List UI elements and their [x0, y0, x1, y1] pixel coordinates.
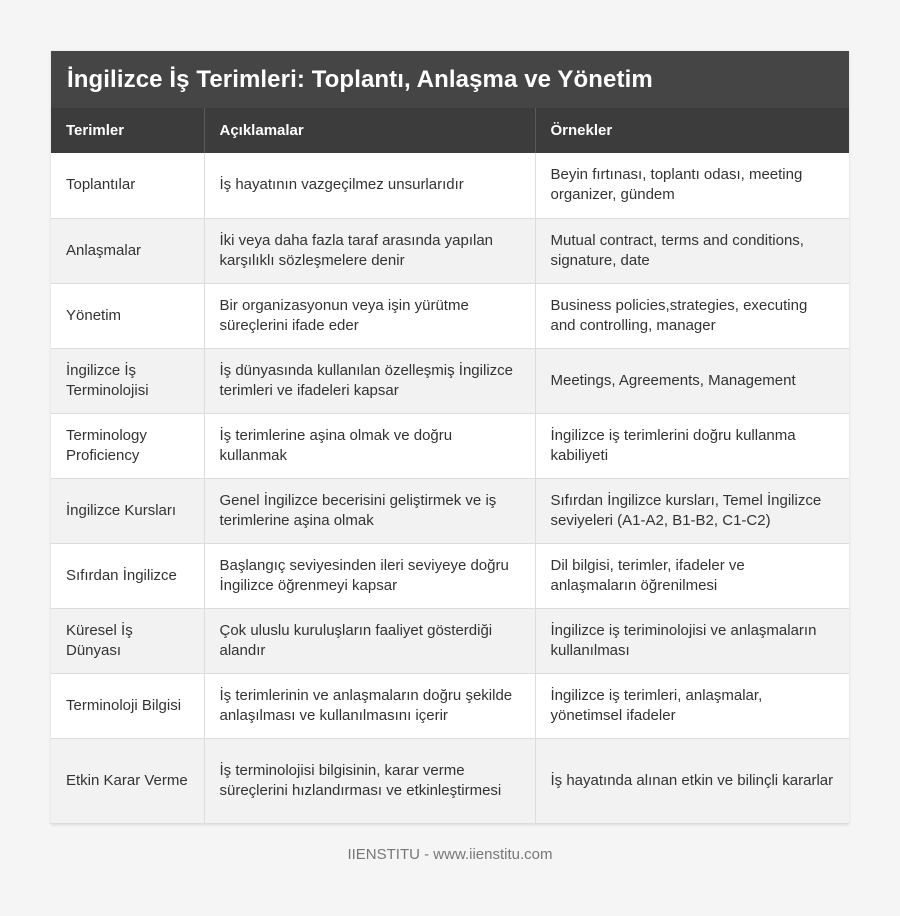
table-header-row	[51, 108, 849, 153]
term-cell: Anlaşmalar	[51, 218, 204, 283]
description-cell: Genel İngilizce becerisini geliştirmek ve iş terimlerine aşina olmak	[204, 478, 535, 543]
description-cell: İş terimlerine aşina olmak ve doğru kullanmak	[204, 413, 535, 478]
terms-table-card	[51, 51, 849, 824]
term-cell: Terminology Proficiency	[51, 413, 204, 478]
term-cell: Küresel İş Dünyası	[51, 608, 204, 673]
description-cell: İş dünyasında kullanılan özelleşmiş İngilizce terimleri ve ifadeleri kapsar	[204, 348, 535, 413]
table-title: İngilizce İş Terimleri: Toplantı, Anlaşma ve Yönetim	[51, 51, 849, 108]
term-cell: Terminoloji Bilgisi	[51, 673, 204, 738]
description-cell: İş terimlerinin ve anlaşmaların doğru şekilde anlaşılması ve kullanılmasını içerir	[204, 673, 535, 738]
example-cell: İngilizce iş terimlerini doğru kullanma kabiliyeti	[535, 413, 849, 478]
footer-credit: IIENSTITU - www.iienstitu.com	[347, 846, 553, 863]
example-cell: Business policies,strategies, executing and controlling, manager	[535, 283, 849, 348]
column-header-descriptions: Açıklamalar	[204, 108, 535, 153]
term-cell: Yönetim	[51, 283, 204, 348]
table-row	[51, 543, 849, 608]
table-row	[51, 218, 849, 283]
term-cell: Sıfırdan İngilizce	[51, 543, 204, 608]
example-cell: İngilizce iş terimleri, anlaşmalar, yönetimsel ifadeler	[535, 673, 849, 738]
example-cell: Mutual contract, terms and conditions, signature, date	[535, 218, 849, 283]
table-row	[51, 608, 849, 673]
example-cell: Beyin fırtınası, toplantı odası, meeting organizer, gündem	[535, 153, 849, 218]
column-header-terms: Terimler	[51, 108, 204, 153]
description-cell: İki veya daha fazla taraf arasında yapılan karşılıklı sözleşmelere denir	[204, 218, 535, 283]
table-row	[51, 348, 849, 413]
table-row	[51, 673, 849, 738]
description-cell: Başlangıç seviyesinden ileri seviyeye doğru İngilizce öğrenmeyi kapsar	[204, 543, 535, 608]
description-cell: İş hayatının vazgeçilmez unsurlarıdır	[204, 153, 535, 218]
term-cell: Etkin Karar Verme	[51, 738, 204, 823]
description-cell: İş terminolojisi bilgisinin, karar verme süreçlerini hızlandırması ve etkinleştirmesi	[204, 738, 535, 823]
example-cell: İş hayatında alınan etkin ve bilinçli kararlar	[535, 738, 849, 823]
table-row	[51, 413, 849, 478]
description-cell: Bir organizasyonun veya işin yürütme süreçlerini ifade eder	[204, 283, 535, 348]
term-cell: İngilizce İş Terminolojisi	[51, 348, 204, 413]
table-row	[51, 283, 849, 348]
table-row	[51, 738, 849, 823]
term-cell: Toplantılar	[51, 153, 204, 218]
table-row	[51, 478, 849, 543]
terms-table	[51, 108, 849, 824]
example-cell: Meetings, Agreements, Management	[535, 348, 849, 413]
table-row	[51, 153, 849, 218]
description-cell: Çok uluslu kuruluşların faaliyet gösterdiği alandır	[204, 608, 535, 673]
example-cell: Dil bilgisi, terimler, ifadeler ve anlaşmaların öğrenilmesi	[535, 543, 849, 608]
column-header-examples: Örnekler	[550, 122, 613, 139]
example-cell: Sıfırdan İngilizce kursları, Temel İngilizce seviyeleri (A1-A2, B1-B2, C1-C2)	[535, 478, 849, 543]
term-cell: İngilizce Kursları	[51, 478, 204, 543]
example-cell: İngilizce iş teriminolojisi ve anlaşmaların kullanılması	[535, 608, 849, 673]
